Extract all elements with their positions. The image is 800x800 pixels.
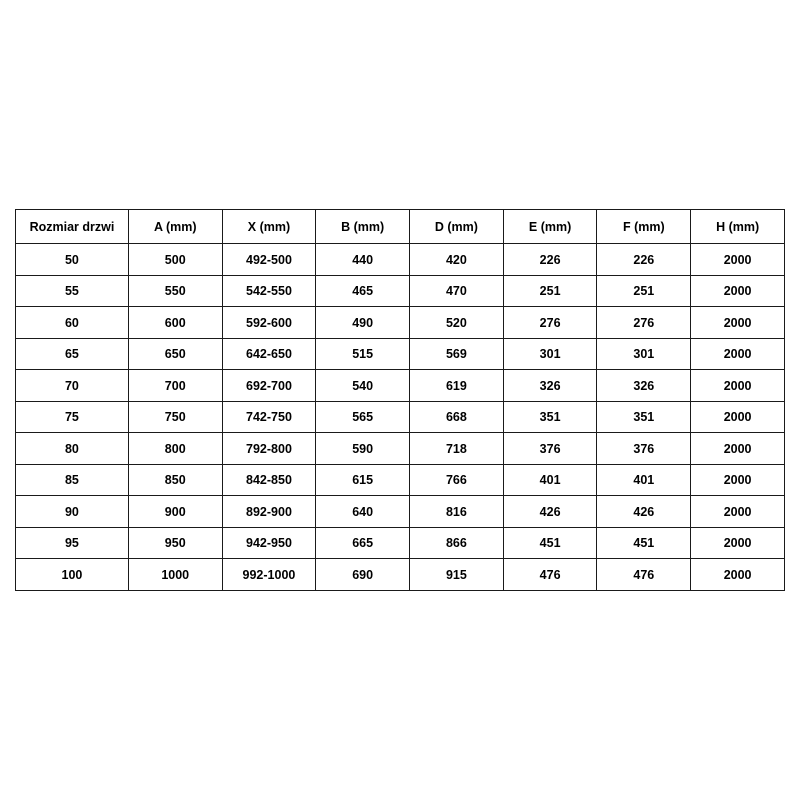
cell-f: 351 (597, 401, 691, 433)
table-row (16, 496, 785, 528)
cell-a: 950 (128, 527, 222, 559)
cell-door-size: 85 (16, 464, 129, 496)
cell-a: 800 (128, 433, 222, 465)
cell-x: 592-600 (222, 307, 316, 339)
cell-b: 465 (316, 275, 410, 307)
cell-e: 251 (503, 275, 597, 307)
cell-d: 619 (410, 370, 504, 402)
cell-a: 600 (128, 307, 222, 339)
table-body (16, 244, 785, 591)
cell-door-size: 65 (16, 338, 129, 370)
table-row (16, 338, 785, 370)
cell-door-size: 100 (16, 559, 129, 591)
cell-x: 892-900 (222, 496, 316, 528)
cell-a: 850 (128, 464, 222, 496)
cell-e: 226 (503, 244, 597, 276)
cell-f: 376 (597, 433, 691, 465)
cell-door-size: 95 (16, 527, 129, 559)
table-row (16, 433, 785, 465)
cell-b: 540 (316, 370, 410, 402)
cell-x: 542-550 (222, 275, 316, 307)
table-row (16, 275, 785, 307)
door-size-specification-table (15, 209, 785, 591)
cell-e: 301 (503, 338, 597, 370)
cell-x: 692-700 (222, 370, 316, 402)
table-header-row (16, 210, 785, 244)
cell-door-size: 75 (16, 401, 129, 433)
cell-d: 866 (410, 527, 504, 559)
cell-h: 2000 (691, 275, 785, 307)
cell-x: 492-500 (222, 244, 316, 276)
cell-d: 766 (410, 464, 504, 496)
cell-f: 301 (597, 338, 691, 370)
cell-x: 842-850 (222, 464, 316, 496)
cell-b: 490 (316, 307, 410, 339)
cell-a: 650 (128, 338, 222, 370)
column-header-a: A (mm) (128, 210, 222, 244)
cell-b: 565 (316, 401, 410, 433)
cell-d: 668 (410, 401, 504, 433)
cell-b: 690 (316, 559, 410, 591)
cell-x: 792-800 (222, 433, 316, 465)
cell-x: 942-950 (222, 527, 316, 559)
table-row (16, 307, 785, 339)
cell-h: 2000 (691, 401, 785, 433)
cell-f: 426 (597, 496, 691, 528)
cell-e: 276 (503, 307, 597, 339)
table-header (16, 210, 785, 244)
cell-f: 251 (597, 275, 691, 307)
cell-h: 2000 (691, 496, 785, 528)
cell-h: 2000 (691, 307, 785, 339)
column-header-x: X (mm) (222, 210, 316, 244)
cell-d: 470 (410, 275, 504, 307)
cell-b: 590 (316, 433, 410, 465)
table-row (16, 559, 785, 591)
cell-door-size: 50 (16, 244, 129, 276)
cell-a: 550 (128, 275, 222, 307)
cell-e: 426 (503, 496, 597, 528)
cell-e: 476 (503, 559, 597, 591)
cell-e: 376 (503, 433, 597, 465)
column-header-d: D (mm) (410, 210, 504, 244)
column-header-h: H (mm) (691, 210, 785, 244)
column-header-e: E (mm) (503, 210, 597, 244)
column-header-f: F (mm) (597, 210, 691, 244)
cell-b: 515 (316, 338, 410, 370)
cell-b: 440 (316, 244, 410, 276)
cell-d: 816 (410, 496, 504, 528)
cell-h: 2000 (691, 338, 785, 370)
cell-f: 401 (597, 464, 691, 496)
table-row (16, 370, 785, 402)
cell-b: 665 (316, 527, 410, 559)
cell-f: 276 (597, 307, 691, 339)
cell-a: 900 (128, 496, 222, 528)
cell-a: 750 (128, 401, 222, 433)
cell-d: 569 (410, 338, 504, 370)
table-row (16, 401, 785, 433)
cell-h: 2000 (691, 559, 785, 591)
cell-e: 401 (503, 464, 597, 496)
cell-d: 420 (410, 244, 504, 276)
cell-d: 915 (410, 559, 504, 591)
table-row (16, 527, 785, 559)
column-header-door-size: Rozmiar drzwi (16, 210, 129, 244)
cell-h: 2000 (691, 244, 785, 276)
cell-a: 500 (128, 244, 222, 276)
cell-door-size: 90 (16, 496, 129, 528)
cell-door-size: 55 (16, 275, 129, 307)
cell-d: 718 (410, 433, 504, 465)
cell-x: 992-1000 (222, 559, 316, 591)
cell-e: 451 (503, 527, 597, 559)
cell-h: 2000 (691, 433, 785, 465)
cell-f: 326 (597, 370, 691, 402)
cell-b: 640 (316, 496, 410, 528)
cell-f: 476 (597, 559, 691, 591)
table-row (16, 244, 785, 276)
cell-h: 2000 (691, 370, 785, 402)
cell-f: 451 (597, 527, 691, 559)
cell-h: 2000 (691, 527, 785, 559)
cell-a: 700 (128, 370, 222, 402)
cell-door-size: 60 (16, 307, 129, 339)
cell-x: 742-750 (222, 401, 316, 433)
cell-e: 326 (503, 370, 597, 402)
cell-f: 226 (597, 244, 691, 276)
cell-h: 2000 (691, 464, 785, 496)
cell-e: 351 (503, 401, 597, 433)
table-row (16, 464, 785, 496)
column-header-b: B (mm) (316, 210, 410, 244)
cell-a: 1000 (128, 559, 222, 591)
cell-x: 642-650 (222, 338, 316, 370)
cell-b: 615 (316, 464, 410, 496)
cell-door-size: 70 (16, 370, 129, 402)
cell-door-size: 80 (16, 433, 129, 465)
cell-d: 520 (410, 307, 504, 339)
